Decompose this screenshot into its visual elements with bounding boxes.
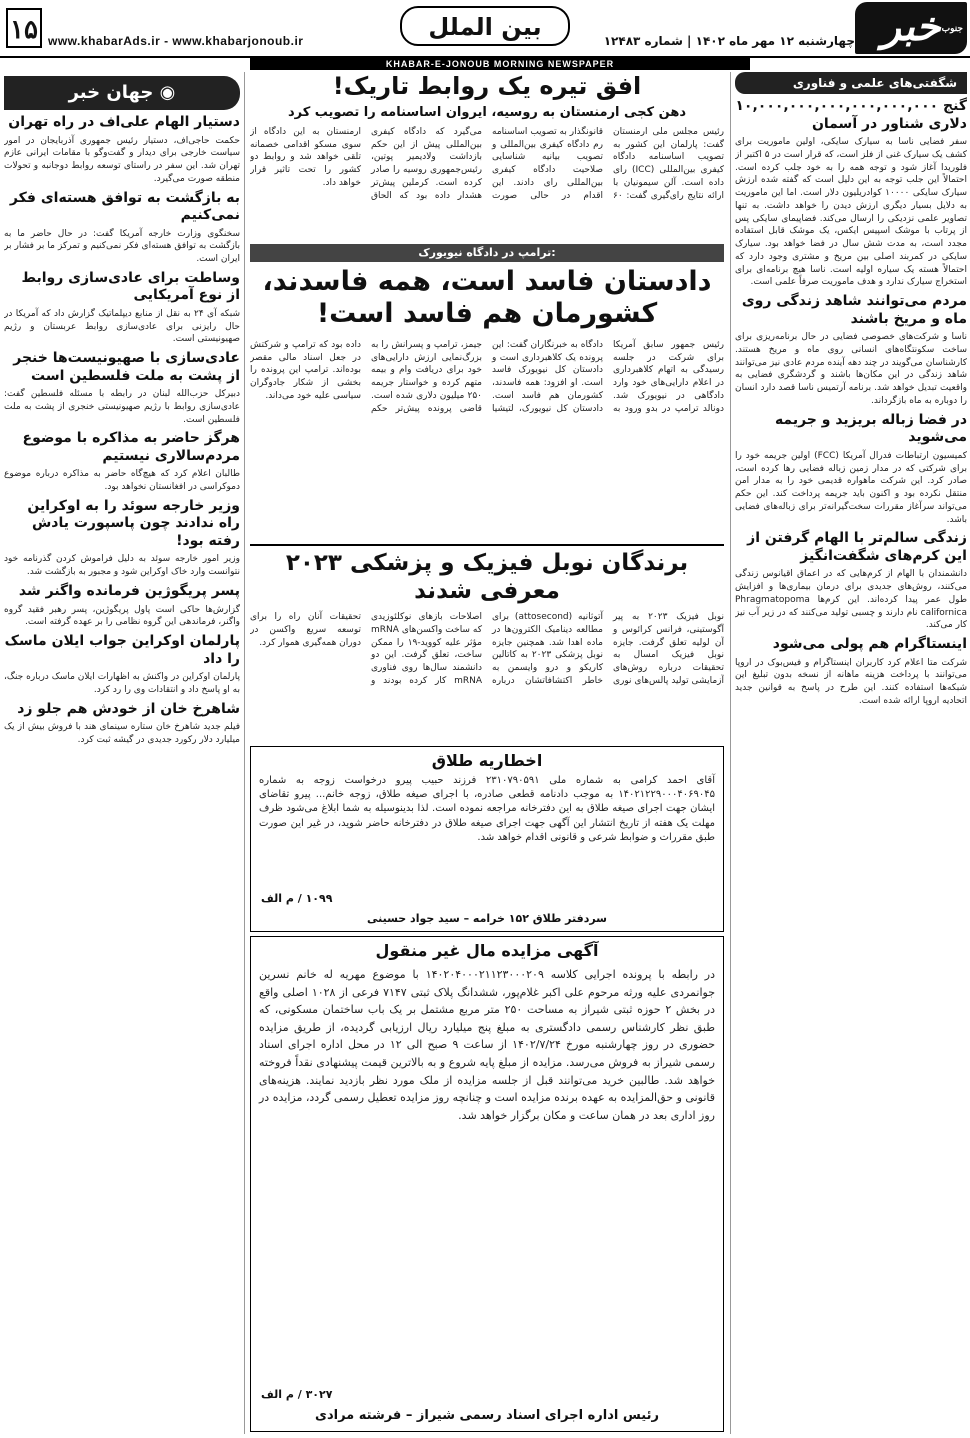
headline: افق تیره یک روابط تاریک! [332, 72, 642, 100]
article-title: در فضا زباله بریزید و جریمه می‌شوید [774, 411, 967, 446]
notice-body: آقای احمد کرامی به شماره ملی ۲۳۱۰۷۹۰۵۹۱ فرزند حبیب پیرو درخواست زوجه به شماره ۱۴۰۲۱۲۲۹۰۰۰۴۰۶۹۰۴۵ به موجب دادنامه قطعی صادره، با اجرای صیغه طلاق، زوجه خانم... پیرو تقاضای ایشان جهت اجرای صیغه طلاق به این دفترخانه مراجعه نموده است. لذا بدینوسیله به شما ابلاغ می‌شود ظرف مهلت یک هفته از تاریخ انتشار این آگهی جهت اجرای صیغه طلاق در دفترخانه حاضر شوید، در غیر این صورت طبق مقررات و ضوابط شرعی و قانونی اقدام خواهد شد. [259, 775, 715, 843]
news-item-body: گزارش‌ها حاکی است پاول پریگوژین، پسر رهبر فقید گروه واگنر، فرماندهی این گروه نظامی را بر عهده گرفته است. [4, 604, 240, 628]
notice-title: آگهی مزایده مال غیر منقول [375, 941, 599, 960]
date-line: چهارشنبه ۱۲ مهر ماه ۱۴۰۲ | شماره ۱۲۴۸۳ [603, 34, 855, 48]
article-body: دانشمندان با الهام از کرم‌هایی که در اعماق اقیانوس زندگی می‌کنند، روش‌های جدیدی برای درمان بیماری‌ها و افزایش طول عمر پیدا کرده‌اند. این کرم‌ها Phragmatopoma californica نام دارند و چسبی تولید می‌کنند که در زیر آب نیز کار می‌کند. [735, 569, 967, 631]
news-item-body: وزیر امور خارجه سوئد به دلیل فراموش کردن گذرنامه خود نتوانست وارد خاک اوکراین شود و مجبور به بازگشت شد. [4, 554, 240, 578]
article-body: سفر فضایی ناسا به سیارک سایکی، اولین ماموریت برای کشف یک سیارک غنی از فلز است، که قرار است در ۵ اکتبر از فلوریدا آغاز شود و توجه همه را به خود جلب کرده است. احتمالاً این جلب توجه به این دلیل است که گفته شده ارزش سیارک سایکی ۱۰۰۰۰ کوادریلیون دلار است. اما این ماموریت به دلایل بسیار دیگری ارزش دیدن را خواهد داشت. به تنها تصاویر علمی نزدیکی را ارسال می‌کند. فضاپیمای سایکی پس از پرتاب با موشک اسپیس ایکس، یک موشک قابل استفاده مجدد است، به مدت شش سال در فضا خواهد بود. سیارک سایکی در کمربند اصلی بین مریخ و مشتری وجود دارد که احتمالاً هسته یک سیاره اولیه است. ناسا هیچ برنامه‌ای برای استخراج سیارک ندارد و هدف ماموریت صرفاً علمی است. [735, 137, 967, 288]
news-item-title: هرگز حاضر به مذاکره با موضوع مردم‌سالاری نیستیم [22, 430, 240, 464]
headline: دادستان فاسد است، همه فاسدند، کشورمان هم فاسد است! [262, 266, 712, 330]
left-column-title: جهان خبر [68, 82, 154, 103]
news-item-title: به بازگشت به توافق هسته‌ای فکر نمی‌کنیم [9, 189, 240, 224]
news-item-body: طالبان اعلام کرد که هیچ‌گاه حاضر به مذاکره درباره موضوع دموکراسی در افغانستان نخواهد بود. [4, 469, 240, 493]
article-body: کمیسیون ارتباطات فدرال آمریکا (FCC) اولین جریمه خود را برای شرکتی که در مدار زمین زباله فضایی رها کرده است، صادر کرد. این شرکت ماهواره قدیمی خود را به مدار امن منتقل نکرده بود و اکنون باید جریمه پرداخت کند. این حکم می‌تواند سرآغاز مقررات سخت‌گیرانه‌تر برای زباله‌های فضایی باشد. [735, 450, 967, 525]
page-number: ۱۵ [6, 8, 42, 48]
top-story [250, 72, 724, 242]
news-item-title: وساطت برای عادی‌سازی روابط از نوع آمریکایی [21, 269, 240, 304]
notice-signature: رئیس اداره اجرای اسناد رسمی شیراز – فرشته مرادی [315, 1408, 659, 1423]
article-title: اینستاگرام هم پولی می‌شود [772, 636, 967, 653]
headline: برندگان نوبل فیزیک و پزشکی ۲۰۲۳ معرفی شدند [285, 550, 689, 604]
notice-code: ۱۰۹۹ / م الف [261, 892, 333, 905]
news-item-title: پارلمان اوکراین جواب ایلان ماسک را داد [4, 633, 240, 667]
article-body: نوبل فیزیک ۲۰۲۳ به پیر آگوستینی، فرانس کرائوس و آن لولیه تعلق گرفت. جایزه نوبل فیزیک امسال به تحقیقات درباره روش‌های آزمایشی تولید پالس‌های نوری آتوثانیه (attosecond) برای مطالعه دینامیک الکترون‌ها در ماده اهدا شد. همچنین جایزه نوبل پزشکی ۲۰۲۳ به کاتالین کاریکو و درو وایسمن به خاطر اکتشافاتشان درباره اصلاحات بازهای نوکلئوزیدی که ساخت واکسن‌های mRNA مؤثر علیه کووید-۱۹ را ممکن ساخت، تعلق گرفت. این دو دانشمند سال‌ها روی فناوری mRNA کار کرده بودند و تحقیقات آنان راه را برای توسعه سریع واکسن در دوران همه‌گیری هموار کرد. [250, 612, 724, 687]
article-title: مردم می‌توانند شاهد زندگی روی ماه و مریخ باشند [741, 293, 967, 327]
news-item-body: سخنگوی وزارت خارجه آمریکا گفت: در حال حاضر ما به بازگشت به توافق هسته‌ای فکر نمی‌کنیم و تمرکز ما بر فشار بر ایران است. [4, 228, 240, 265]
article-body: شرکت متا اعلام کرد کاربران اینستاگرام و فیس‌بوک در اروپا می‌توانند با پرداخت هزینه ماهانه از نسخه بدون تبلیغ این شبکه‌ها استفاده کنند. این طرح در پاسخ به قوانین جدید اتحادیه اروپا ارائه شده است. [735, 657, 967, 706]
column-divider [244, 72, 245, 1434]
news-item-body: فیلم جدید شاهرخ خان ستاره سینمای هند با فروش بیش از یک میلیارد دلار رکورد جدیدی در گیشه ثبت کرد. [4, 722, 240, 745]
logo-subtitle: جنوب [941, 24, 963, 34]
news-item-title: پسر پریگوژین فرمانده واگنر شد [18, 583, 240, 600]
article-body: رئیس جمهور سابق آمریکا برای شرکت در جلسه رسیدگی به اتهام کلاهبرداری در اعلام دارایی‌های خود وارد دادگاهی در نیویورک شد. دونالد ترامپ در بدو ورود به دادگاه به خبرنگاران گفت: این پرونده یک کلاهبرداری است و دادستان کل نیویورک فاسد است. او افزود: همه فاسدند، کشورمان هم فاسد است. دادستان کل نیویورک، لتیشیا جیمز، ترامپ و پسرانش را به بزرگ‌نمایی ارزش دارایی‌های خود برای دریافت وام و بیمه متهم کرده و خواستار جریمه ۲۵۰ میلیون دلاری شده است. قاضی پرونده پیش‌تر حکم داده بود که ترامپ و شرکتش در جعل اسناد مالی مقصر بوده‌اند. ترامپ این پرونده را بخشی از شکار جادوگران سیاسی علیه خود می‌داند. [250, 339, 724, 414]
notice-title: اخطاریه طلاق [431, 751, 543, 770]
news-item-body: حکمت حاجی‌اف، دستیار رئیس جمهوری آذربایجان در امور سیاست خارجی برای دیدار و گفت‌وگو با مقامات ایرانی عازم تهران شد. این سفر در راستای توسعه روابط دوجانبه و تحولات منطقه صورت می‌گیرد. [4, 135, 240, 184]
newspaper-logo [855, 2, 967, 54]
news-item-title: دستیار الهام علی‌اف در راه تهران [8, 114, 240, 130]
news-item-title: عادی‌سازی با صهیونیست‌ها خنجر از پشت به ملت فلسطین است [13, 350, 240, 384]
logo-text: خبر [881, 3, 941, 50]
article-body: ناسا و شرکت‌های خصوصی فضایی در حال برنامه‌ریزی برای ساخت سکونتگاه‌های انسانی روی ماه و مریخ هستند. کارشناسان می‌گویند در چند دهه آینده مردم عادی نیز می‌توانند شاهد زندگی در این مکان‌ها باشند و گردشگری فضایی به واقعیت تبدیل خواهد شد. برنامه آرتمیس ناسا قصد دارد انسان را دوباره به ماه بازگرداند. [735, 332, 967, 407]
nobel-story [250, 544, 724, 744]
right-column [735, 72, 967, 1434]
article-title: زندگی سالم‌تر با الهام گرفتن از این کرم‌های شگفت‌انگیز [747, 530, 967, 564]
column-divider [730, 72, 731, 1434]
news-item-title: شاهرخ خان از خودش هم جلو زد [17, 700, 240, 717]
left-column-header [4, 76, 240, 110]
notice-signature: سردفتر طلاق ۱۵۲ خرامه – سید جواد حسینی [366, 912, 608, 925]
article-title: گنج ۱۰,۰۰۰,۰۰۰,۰۰۰,۰۰۰,۰۰۰,۰۰۰ دلاری شناور در آسمان [735, 98, 967, 132]
right-column-header: شگفتی‌های علمی و فناوری [735, 72, 967, 94]
notice-body: در رابطه با پرونده اجرایی کلاسه ۱۴۰۲۰۴۰۰۰۲۱۱۲۳۰۰۰۲۰۹ با موضوع مهریه له خانم نسرین جوانمردی علیه ورثه مرحوم علی اکبر غلام‌پور، ششدانگ پلاک ثبتی ۷۱۴۷ فرعی از ۱۰۲۸ اصلی واقع در بخش ۲ حوزه ثبتی شیراز به مساحت ۲۵۰ متر مربع مشتمل بر یک باب ساختمان مسکونی، که طبق نظر کارشناس رسمی دادگستری به مبلغ پنج میلیارد ریال ارزیابی گردیده، از طریق مزایده حضوری در روز چهارشنبه مورخ ۱۴۰۲/۷/۲۴ از ساعت ۹ صبح الی ۱۲ در محل اداره اجرای اسناد رسمی شیراز به فروش می‌رسد. مزایده از مبلغ پایه شروع و به بالاترین قیمت پیشنهادی نقداً فروخته خواهد شد. طالبین خرید می‌توانند قبل از جلسه مزایده از ملک مورد نظر بازدید نمایند. هزینه‌های قانونی و حق‌المزایده به عهده برنده مزایده است و چنانچه روز مزایده تعطیل رسمی گردد، مزایده در روز اداری بعد در همان ساعت و مکان برگزار خواهد شد. [259, 968, 716, 1122]
divorce-notice [250, 746, 724, 932]
news-item-body: دبیرکل حزب‌الله لبنان در رابطه با مسئله فلسطین گفت: عادی‌سازی روابط با رژیم صهیونیستی خنجری از پشت به ملت فلسطین است. [4, 389, 240, 425]
section-title: بین الملل [400, 6, 570, 46]
story-tag: ترامپ در دادگاه نیویورک: [250, 244, 724, 262]
news-list [4, 114, 240, 747]
news-item-title: وزیر خارجه سوئد را به اوکراین راه ندادند چون پاسپورت یادش رفته بود! [27, 497, 240, 549]
trump-story [250, 244, 724, 542]
auction-notice [250, 936, 724, 1432]
left-column [4, 76, 240, 1432]
news-item-body: پارلمان اوکراین در واکنش به اظهارات ایلان ماسک درباره جنگ، به او پاسخ داد و انتقادات وی را رد کرد. [4, 672, 240, 695]
news-item-body: شبکه آی ۲۴ به نقل از منابع دیپلماتیک گزارش داد که آمریکا در حال رایزنی برای عادی‌سازی روابط عربستان و رژیم صهیونیستی است. [4, 308, 240, 345]
website-url[interactable]: www.khabarAds.ir - www.khabarjonoub.ir [48, 34, 304, 48]
article-body: رئیس مجلس ملی ارمنستان گفت: پارلمان این کشور به تصویب اساسنامه دادگاه کیفری بین‌المللی (ICC) رای داده است. آلن سیمونیان با ارائه نتایج رای‌گیری گفت: ۶۰ قانونگذار به تصویب اساسنامه رم دادگاه کیفری بین‌المللی و تصویب بیانیه شناسایی صلاحیت دادگاه کیفری بین‌المللی رای دادند. این اقدام در حالی صورت می‌گیرد که دادگاه کیفری بین‌المللی پیش از این حکم بازداشت ولادیمیر پوتین، رئیس‌جمهوری روسیه را صادر کرده است. کرملین پیش‌تر هشدار داده بود که الحاق ارمنستان به این دادگاه از سوی مسکو اقدامی خصمانه تلقی خواهد شد و روابط دو کشور را تحت تاثیر قرار خواهد داد. [250, 126, 724, 201]
subheadline: دهن کجی ارمنستان به روسیه، ایروان اساسنامه را تصویب کرد [287, 104, 687, 120]
globe-icon: ◉ [159, 82, 176, 103]
notice-code: ۳۰۲۷ / م الف [261, 1388, 333, 1401]
english-bar: KHABAR-E-JONOUB MORNING NEWSPAPER [250, 58, 750, 70]
